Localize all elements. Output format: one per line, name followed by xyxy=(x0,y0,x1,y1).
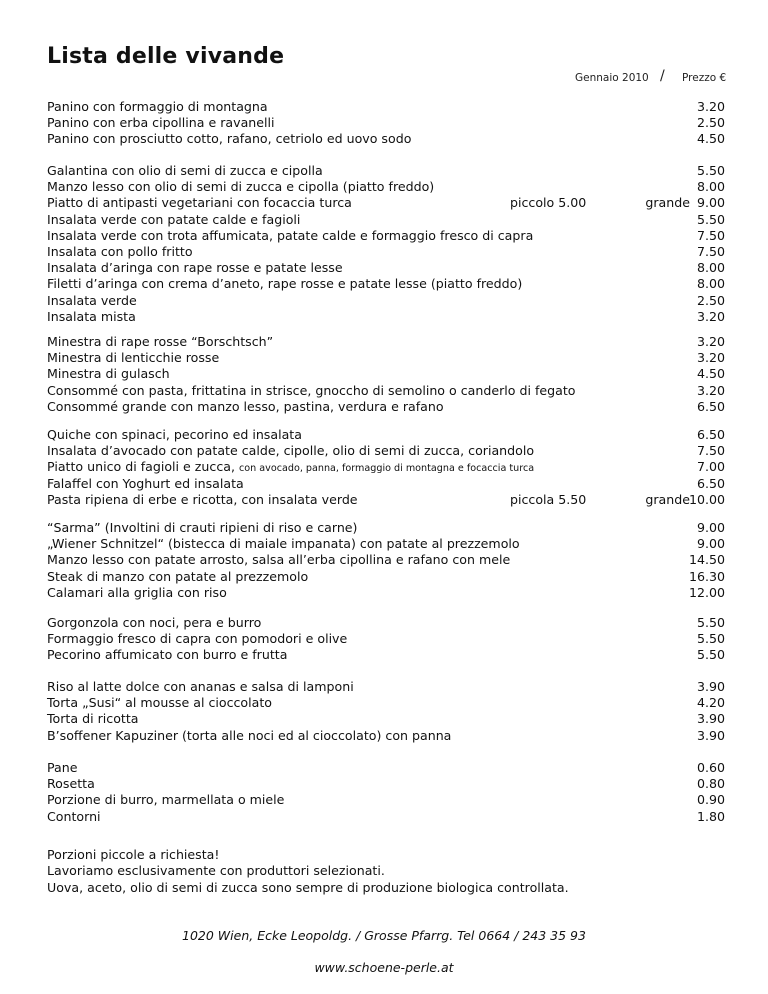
menu-item-name: Consommé con pasta, frittatina in strisce, gnoccho di semolino o canderlo di fegato xyxy=(47,382,576,398)
menu-section xyxy=(47,99,725,148)
menu-item-name: “Sarma” (Involtini di crauti ripieni di riso e carne) xyxy=(47,520,358,535)
small-portion-price: piccola 5.50 xyxy=(510,491,587,507)
menu-item xyxy=(47,244,725,260)
menu-item-name: Pane xyxy=(47,760,78,775)
menu-item xyxy=(47,711,725,727)
menu-item-name: Piatto unico di fagioli e zucca, con avocado, panna, formaggio di montagna e focaccia turca xyxy=(47,459,535,475)
menu-item xyxy=(47,260,725,276)
note-line: Uova, aceto, olio di semi di zucca sono sempre di produzione biologica controllata. xyxy=(47,879,569,895)
menu-date: Gennaio 2010 xyxy=(575,72,649,84)
menu-item-name: Insalata verde con trota affumicata, patate calde e formaggio fresco di capra xyxy=(47,227,534,243)
menu-item-price: 3.20 xyxy=(696,334,725,349)
menu-item xyxy=(47,569,725,585)
menu-item-price: 0.80 xyxy=(696,776,725,792)
menu-item-name: Filetti d’aringa con crema d’aneto, rape rosse e patate lesse (piatto freddo) xyxy=(47,276,523,292)
menu-item-price: 9.00 xyxy=(696,520,725,535)
page-title: Lista delle vivande xyxy=(47,44,285,69)
menu-item-name: Piatto di antipasti vegetariani con focaccia turca xyxy=(47,195,352,211)
menu-item-price: 4.50 xyxy=(696,366,725,382)
menu-section xyxy=(47,615,725,664)
menu-item-price: 3.20 xyxy=(696,99,725,114)
menu-item-price: 3.20 xyxy=(696,382,725,398)
menu-item-name: Falaffel con Yoghurt ed insalata xyxy=(47,475,244,491)
menu-section xyxy=(47,427,725,508)
menu-item-name: Porzione di burro, marmellata o miele xyxy=(47,792,285,808)
menu-item xyxy=(47,760,725,776)
menu-item-name: Minestra di lenticchie rosse xyxy=(47,350,220,366)
menu-item xyxy=(47,647,725,663)
menu-item-price: 3.90 xyxy=(696,711,725,727)
notes xyxy=(47,847,569,896)
menu-item xyxy=(47,115,725,131)
menu-item xyxy=(47,520,725,536)
menu-item xyxy=(47,459,725,475)
menu-item xyxy=(47,631,725,647)
menu-item-price: 7.50 xyxy=(696,243,725,259)
menu-item-price: 8.00 xyxy=(696,179,725,195)
menu-item-price: 10.00 xyxy=(688,491,725,507)
menu-item-price: 1.80 xyxy=(696,808,725,824)
menu-item xyxy=(47,792,725,808)
menu-item-price: 3.20 xyxy=(696,308,725,324)
menu-item-price: 4.50 xyxy=(696,131,725,147)
menu-item xyxy=(47,293,725,309)
menu-item-name: Panino con prosciutto cotto, rafano, cetriolo ed uovo sodo xyxy=(47,131,412,147)
menu-item xyxy=(47,809,725,825)
menu-item-name: Contorni xyxy=(47,808,101,824)
menu-item-price: 3.20 xyxy=(696,350,725,366)
menu-section xyxy=(47,334,725,415)
menu-item xyxy=(47,476,725,492)
menu-item xyxy=(47,366,725,382)
menu-item-name: Panino con formaggio di montagna xyxy=(47,99,268,114)
menu-item-name: Steak di manzo con patate al prezzemolo xyxy=(47,568,309,584)
menu-item xyxy=(47,443,725,459)
menu-item-price: 5.50 xyxy=(696,647,725,663)
menu-item-name: Insalata verde con patate calde e fagioli xyxy=(47,211,301,227)
menu-item xyxy=(47,492,725,508)
menu-item-price: 5.50 xyxy=(696,615,725,630)
menu-item-name: B’soffener Kapuziner (torta alle noci ed al cioccolato) con panna xyxy=(47,727,452,743)
menu-section xyxy=(47,520,725,601)
menu-item-price: 0.60 xyxy=(696,760,725,775)
menu-item-price: 5.50 xyxy=(696,163,725,178)
menu-item xyxy=(47,615,725,631)
menu-item-name: Formaggio fresco di capra con pomodori e olive xyxy=(47,631,348,647)
menu-item-name: Insalata d’aringa con rape rosse e patate lesse xyxy=(47,260,343,276)
menu-item-price: 9.00 xyxy=(696,195,725,211)
menu-item-name: Gorgonzola con noci, pera e burro xyxy=(47,615,262,630)
menu-item xyxy=(47,309,725,325)
menu-section xyxy=(47,679,725,744)
menu-item-name: Insalata con pollo fritto xyxy=(47,243,193,259)
menu-item-name: Insalata mista xyxy=(47,308,136,324)
menu-item-name: Manzo lesso con patate arrosto, salsa all’erba cipollina e rafano con mele xyxy=(47,552,511,568)
menu-item-name: Minestra di rape rosse “Borschtsch” xyxy=(47,334,274,349)
menu-item-name: Rosetta xyxy=(47,776,95,792)
menu-item-name: Insalata d’avocado con patate calde, cipolle, olio di semi di zucca, coriandolo xyxy=(47,443,535,459)
note-line: Porzioni piccole a richiesta! xyxy=(47,847,220,862)
menu-item-name: Consommé grande con manzo lesso, pastina, verdura e rafano xyxy=(47,398,444,414)
menu-item xyxy=(47,695,725,711)
menu-item-name: Galantina con olio di semi di zucca e cipolla xyxy=(47,163,323,178)
menu-item xyxy=(47,427,725,443)
menu-item xyxy=(47,179,725,195)
menu-item-price: 14.50 xyxy=(688,552,725,568)
menu-item-price: 2.50 xyxy=(696,292,725,308)
menu-item-price: 3.90 xyxy=(696,727,725,743)
menu-item-price: 7.50 xyxy=(696,227,725,243)
menu-item-price: 3.90 xyxy=(696,679,725,694)
menu-item-name: Pasta ripiena di erbe e ricotta, con insalata verde xyxy=(47,491,358,507)
menu-item xyxy=(47,552,725,568)
menu-item-price: 5.50 xyxy=(696,631,725,647)
menu-item xyxy=(47,228,725,244)
menu-item-name: Insalata verde xyxy=(47,292,137,308)
large-portion-label: grande xyxy=(645,491,690,507)
menu-section xyxy=(47,163,725,325)
menu-item xyxy=(47,536,725,552)
menu-item-price: 2.50 xyxy=(696,115,725,131)
note-line: Lavoriamo esclusivamente con produttori selezionati. xyxy=(47,863,385,879)
menu-item xyxy=(47,195,725,211)
menu-item xyxy=(47,334,725,350)
menu-item xyxy=(47,212,725,228)
menu-item-price: 8.00 xyxy=(696,276,725,292)
menu-item-name: Calamari alla griglia con riso xyxy=(47,584,227,600)
menu-item-name: Minestra di gulasch xyxy=(47,366,170,382)
menu-item-price: 6.50 xyxy=(696,475,725,491)
menu-item-detail: con avocado, panna, formaggio di montagna e focaccia turca xyxy=(239,463,535,475)
menu-item xyxy=(47,679,725,695)
menu-item-price: 4.20 xyxy=(696,695,725,711)
menu-item xyxy=(47,350,725,366)
menu-item-name: Quiche con spinaci, pecorino ed insalata xyxy=(47,427,302,442)
menu-item xyxy=(47,163,725,179)
menu-item-price: 6.50 xyxy=(696,427,725,442)
menu-item-price: 7.00 xyxy=(696,459,725,475)
menu-item xyxy=(47,728,725,744)
menu-item xyxy=(47,99,725,115)
menu-item-price: 8.00 xyxy=(696,260,725,276)
menu-item-price: 12.00 xyxy=(688,584,725,600)
footer-website[interactable]: www.schoene-perle.at xyxy=(314,960,454,975)
menu-item-name: Torta „Susi“ al mousse al cioccolato xyxy=(47,695,272,711)
menu-section xyxy=(47,760,725,825)
menu-item-name: Pecorino affumicato con burro e frutta xyxy=(47,647,288,663)
price-column-header: Prezzo € xyxy=(682,72,727,84)
menu-item xyxy=(47,399,725,415)
menu-item-price: 6.50 xyxy=(696,398,725,414)
small-portion-price: piccolo 5.00 xyxy=(510,195,587,211)
menu-item xyxy=(47,131,725,147)
menu-item-price: 9.00 xyxy=(696,536,725,552)
menu-item-name: Torta di ricotta xyxy=(47,711,139,727)
menu-item-price: 5.50 xyxy=(696,211,725,227)
menu-item xyxy=(47,383,725,399)
menu-item xyxy=(47,776,725,792)
menu-item xyxy=(47,585,725,601)
menu-item xyxy=(47,276,725,292)
menu-item-name: Manzo lesso con olio di semi di zucca e cipolla (piatto freddo) xyxy=(47,179,435,195)
menu-item-name: „Wiener Schnitzel“ (bistecca di maiale impanata) con patate al prezzemolo xyxy=(47,536,520,552)
menu-item-name: Panino con erba cipollina e ravanelli xyxy=(47,115,275,131)
menu-item-name: Riso al latte dolce con ananas e salsa di lamponi xyxy=(47,679,354,694)
menu-item-price: 7.50 xyxy=(696,443,725,459)
menu-item-price: 16.30 xyxy=(688,568,725,584)
footer-address: 1020 Wien, Ecke Leopoldg. / Grosse Pfarrg. Tel 0664 / 243 35 93 xyxy=(182,928,586,943)
menu-item-price: 0.90 xyxy=(696,792,725,808)
header-separator: / xyxy=(660,68,665,84)
large-portion-label: grande xyxy=(645,195,690,211)
